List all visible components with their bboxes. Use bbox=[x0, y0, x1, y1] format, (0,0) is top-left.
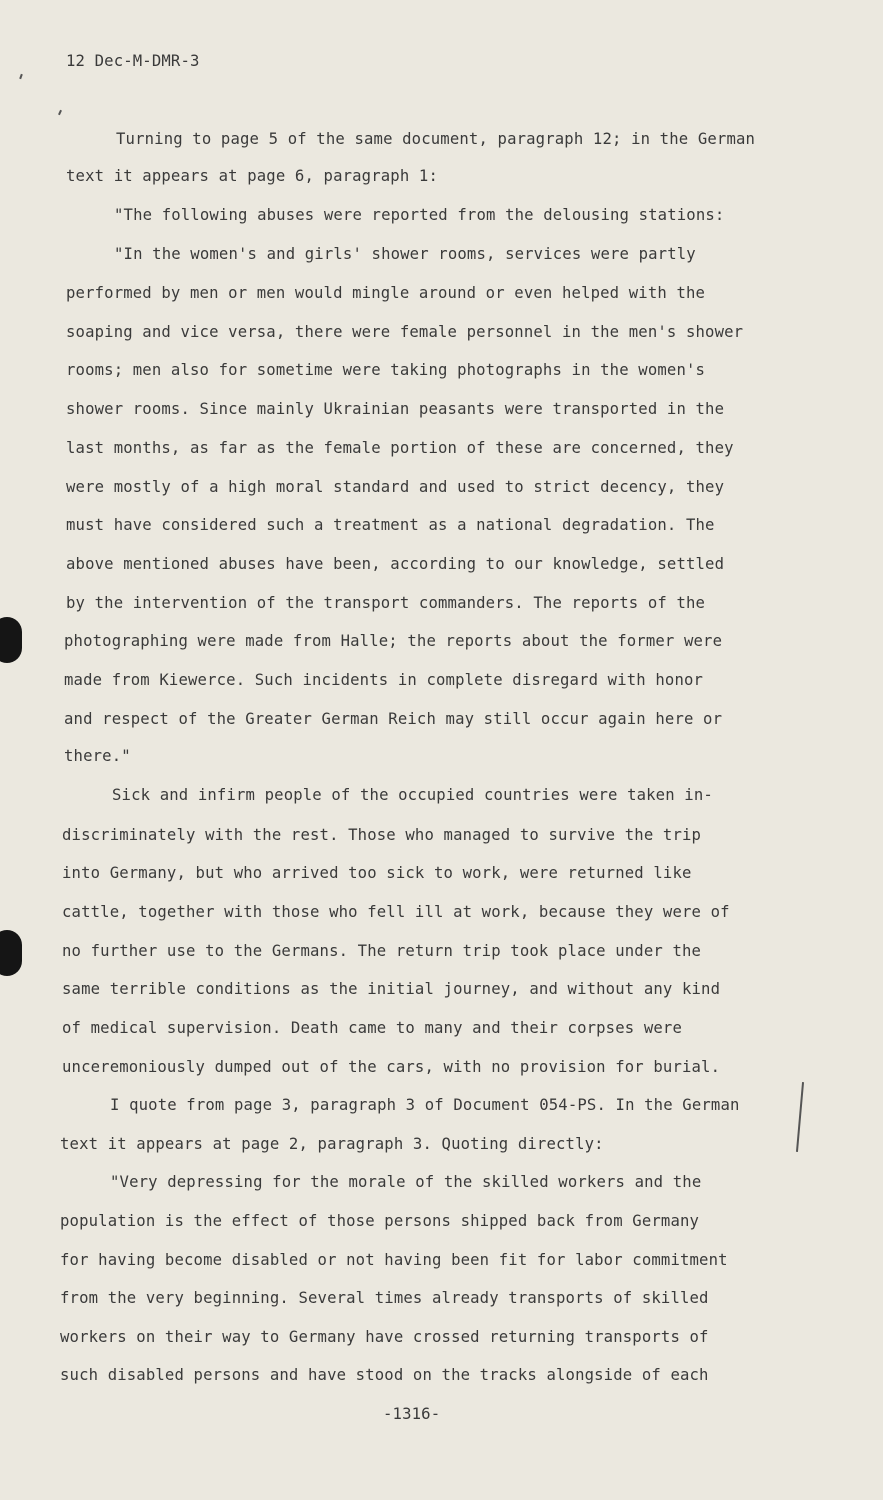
text-line: unceremoniously dumped out of the cars, with no provision for burial. bbox=[62, 1058, 721, 1076]
text-line: by the intervention of the transport commanders. The reports of the bbox=[66, 594, 706, 612]
text-line: soaping and vice versa, there were female personnel in the men's shower bbox=[66, 323, 744, 341]
text-line: photographing were made from Halle; the reports about the former were bbox=[64, 632, 723, 650]
text-line: from the very beginning. Several times already transports of skilled bbox=[60, 1289, 709, 1307]
text-line: shower rooms. Since mainly Ukrainian peasants were transported in the bbox=[66, 400, 725, 418]
text-line: text it appears at page 6, paragraph 1: bbox=[66, 167, 438, 185]
text-line: last months, as far as the female portion of these are concerned, they bbox=[66, 439, 734, 457]
text-line: discriminately with the rest. Those who managed to survive the trip bbox=[62, 826, 702, 844]
text-line: into Germany, but who arrived too sick to work, were returned like bbox=[62, 864, 692, 882]
text-line: must have considered such a treatment as a national degradation. The bbox=[66, 516, 715, 534]
header-id: 12 Dec-M-DMR-3 bbox=[66, 52, 200, 70]
text-line: and respect of the Greater German Reich may still occur again here or bbox=[64, 710, 723, 728]
text-line: population is the effect of those persons shipped back from Germany bbox=[60, 1212, 700, 1230]
text-line: rooms; men also for sometime were taking photographs in the women's bbox=[66, 361, 706, 379]
text-line: cattle, together with those who fell ill at work, because they were of bbox=[62, 903, 730, 921]
text-line: "In the women's and girls' shower rooms, services were partly bbox=[114, 245, 696, 263]
text-line: above mentioned abuses have been, according to our knowledge, settled bbox=[66, 555, 725, 573]
text-line: text it appears at page 2, paragraph 3. Quoting directly: bbox=[60, 1135, 604, 1153]
text-line: no further use to the Germans. The return trip took place under the bbox=[62, 942, 702, 960]
text-line: "The following abuses were reported from the delousing stations: bbox=[114, 206, 725, 224]
text-line: Sick and infirm people of the occupied countries were taken in- bbox=[112, 786, 713, 804]
text-line: for having become disabled or not having been fit for labor commitment bbox=[60, 1251, 728, 1269]
margin-pencil-mark bbox=[796, 1082, 804, 1152]
text-line: such disabled persons and have stood on the tracks alongside of each bbox=[60, 1366, 709, 1384]
page-number: -1316- bbox=[383, 1405, 441, 1423]
text-line: made from Kiewerce. Such incidents in complete disregard with honor bbox=[64, 671, 704, 689]
text-line: same terrible conditions as the initial journey, and without any kind bbox=[62, 980, 721, 998]
margin-tick-mark bbox=[58, 110, 62, 115]
text-line: were mostly of a high moral standard and used to strict decency, they bbox=[66, 478, 725, 496]
text-line: I quote from page 3, paragraph 3 of Document 054-PS. In the German bbox=[110, 1096, 740, 1114]
margin-tick-mark bbox=[19, 74, 23, 79]
binder-hole bbox=[0, 617, 22, 663]
text-line: performed by men or men would mingle around or even helped with the bbox=[66, 284, 706, 302]
binder-hole bbox=[0, 930, 22, 976]
text-line: "Very depressing for the morale of the skilled workers and the bbox=[110, 1173, 702, 1191]
text-line: there." bbox=[64, 747, 131, 765]
text-line: Turning to page 5 of the same document, paragraph 12; in the German bbox=[116, 130, 756, 148]
text-line: of medical supervision. Death came to many and their corpses were bbox=[62, 1019, 682, 1037]
text-line: workers on their way to Germany have crossed returning transports of bbox=[60, 1328, 709, 1346]
